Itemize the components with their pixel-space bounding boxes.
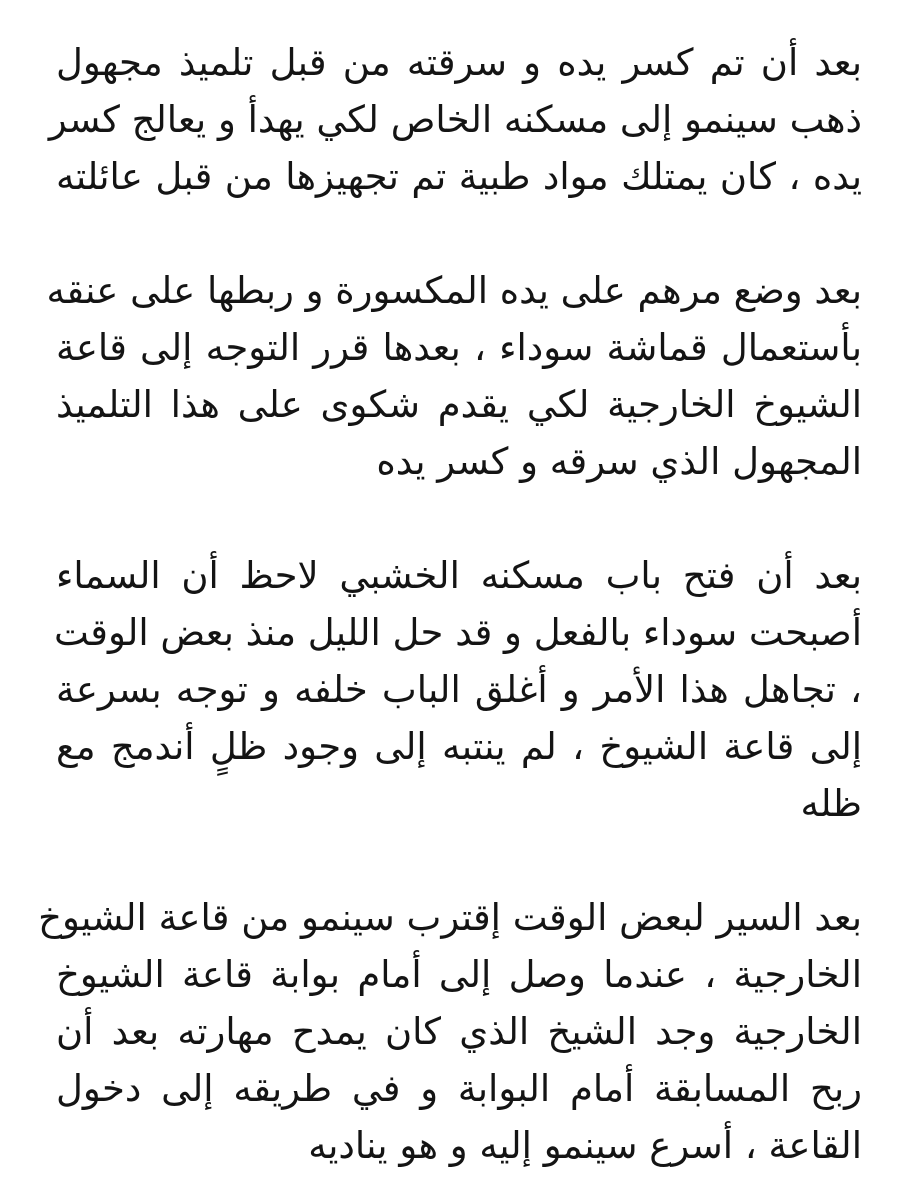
paragraph-3 <box>53 547 862 832</box>
text-line: ربح المسابقة أمام البوابة و في طريقه إلى دخول <box>56 1067 862 1110</box>
text-line: بعد أن فتح باب مسكنه الخشبي لاحظ أن السماء <box>56 554 862 597</box>
paragraph-4 <box>38 889 862 1174</box>
paragraph-1 <box>48 34 862 205</box>
text-line: المجهول الذي سرقه و كسر يده <box>376 440 862 483</box>
paragraph-2 <box>46 262 862 490</box>
text-line: بعد السير لبعض الوقت إقترب سينمو من قاعة الشيوخ <box>38 896 862 939</box>
text-line: إلى قاعة الشيوخ ، لم ينتبه إلى وجود ظلٍ أندمج مع <box>56 725 862 768</box>
text-line: بعد أن تم كسر يده و سرقته من قبل تلميذ مجهول <box>56 41 862 84</box>
text-line: بأستعمال قماشة سوداء ، بعدها قرر التوجه إلى قاعة <box>56 326 862 369</box>
text-line: بعد وضع مرهم على يده المكسورة و ربطها على عنقه <box>46 269 862 312</box>
text-line: الخارجية ، عندما وصل إلى أمام بوابة قاعة الشيوخ <box>56 953 862 996</box>
text-line: ظله <box>800 782 862 825</box>
text-line: ، تجاهل هذا الأمر و أغلق الباب خلفه و توجه بسرعة <box>56 668 862 711</box>
text-line: أصبحت سوداء بالفعل و قد حل الليل منذ بعض الوقت <box>53 611 862 654</box>
text-line: القاعة ، أسرع سينمو إليه و هو يناديه <box>308 1124 862 1167</box>
text-line: الخارجية وجد الشيخ الذي كان يمدح مهارته بعد أن <box>56 1010 862 1053</box>
text-line: ذهب سينمو إلى مسكنه الخاص لكي يهدأ و يعالج كسر <box>48 98 862 141</box>
text-line: الشيوخ الخارجية لكي يقدم شكوى على هذا التلميذ <box>56 383 862 426</box>
text-line: يده ، كان يمتلك مواد طبية تم تجهيزها من قبل عائلته <box>56 155 862 198</box>
